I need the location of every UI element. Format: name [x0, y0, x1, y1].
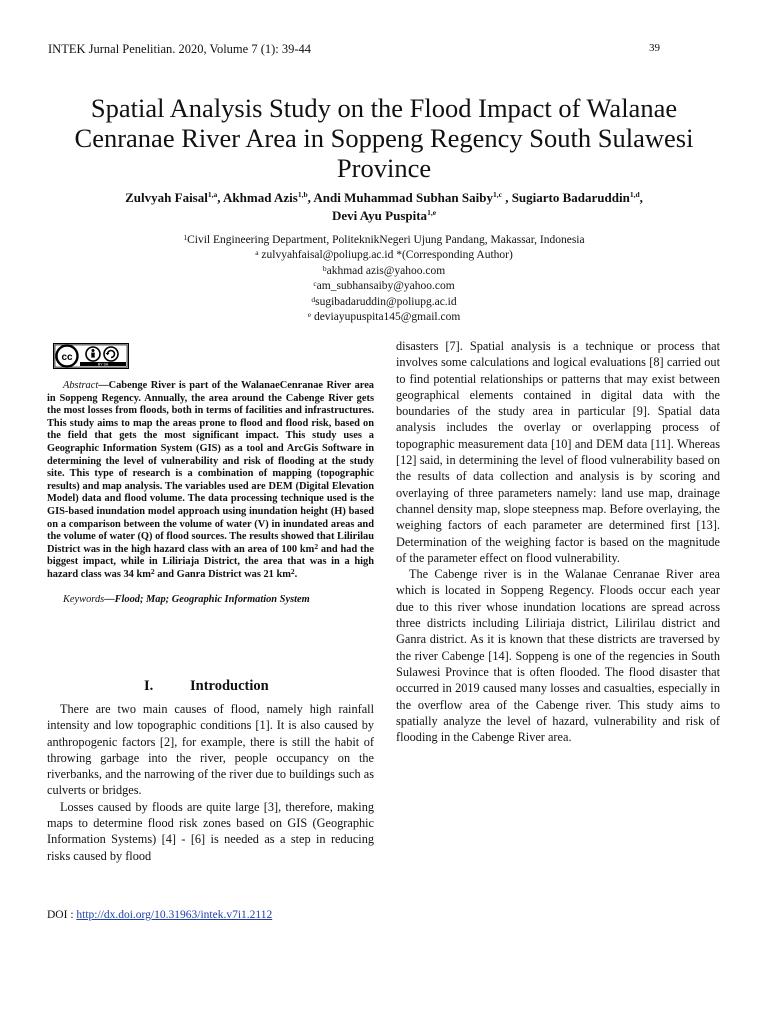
journal-citation: INTEK Jurnal Penelitian. 2020, Volume 7 (1): 39-44 [48, 42, 312, 56]
section-number: I. [144, 678, 154, 694]
paper-title: Spatial Analysis Study on the Flood Impact of Walanae Cenranae River Area in Soppeng Regency South Sulawesi Province [74, 93, 694, 183]
affiliation-line: $^e$ deviayupuspita145@gmail.com [307, 310, 461, 324]
body-right-column [396, 338, 720, 745]
author-list: Zulvyah Faisal$^{1,a}$, Akhmad Azis$^{1,b}$, Andi Muhammad Subhan Saiby$^{1,c}$ , Sugiarto Badaruddin$^{1,d}$, Devi Ayu Puspita$^{1,e}$ [125, 190, 643, 223]
abstract: Abstract—Cabenge River is part of the WalanaeCenranae River area in Soppeng Regency. Annually, the area around the Cabenge River gets the most losses from floods, both in terms of facilities and infrastructures. This study aims to map the areas prone to flood and flood risk, based on the field that gets the most significant impact. This study uses a Geographic Information System (GIS) as a tool and ArcGis Software in determining the level of vulnerability and risk of flooding at the study site. This type of research is a combination of mapping (topographic results) and map analysis. The variables used are DEM (Digital Elevation Model) data and flood volume. The data processing technique used is the GIS-based inundation model approach using inundation height (H) based on a comparison between the volume of water (V) in inundated areas and the volume of water (Q) of flood sources. The results showed that Lilirilau District was in the high hazard class with an area of 100 $km^2$ and had the biggest impact, while in Liliriaja District, the area that was in a high hazard class was 34 $km^2$ and Ganra District was 21 $km^2$. [47, 380, 374, 580]
body-left-column [47, 701, 374, 864]
author-name: Devi Ayu Puspita [331, 208, 428, 223]
author-name: Akhmad Azis [223, 190, 298, 205]
running-header [48, 42, 720, 57]
section-title: Introduction [190, 678, 269, 694]
keywords: Keywords—Flood; Map; Geographic Information System [63, 593, 310, 605]
affiliation-line: $^c$am_subhansaiby@yahoo.com [313, 279, 455, 293]
author-name: Zulvyah Faisal [125, 190, 208, 205]
affiliation-line: $^b$akhmad azis@yahoo.com [322, 263, 446, 277]
doi-link[interactable]: http://dx.doi.org/10.31963/intek.v7i1.2112 [76, 909, 273, 921]
body-paragraph: The Cabenge river is in the Walanae Cenranae River area which is located in Soppeng Regency. Floods occur each year due to this river whose inundation locations are spread across three districts including Liliriaja district, Lilirilau district and Ganra district. As it is known that these districts are traversed by the river Cabenge [14]. Soppeng is one of the regencies in South Sulawesi Province that is often flooded. The flood disaster that occurred in 2019 caused many losses and casualties, especially in the overflow area of the Cabenge river. This study aims to spatially analyze the level of hazard, vulnerability and risk of flooding in the Cabenge River area. [396, 567, 720, 745]
abstract-column [47, 380, 374, 605]
affiliation-line: $^a$ zulvyahfaisal@poliupg.ac.id *(Corresponding Author) [255, 248, 513, 262]
body-paragraph: There are two main causes of flood, namely high rainfall intensity and low topographic conditions [1]. It is also caused by anthropogenic factors [2], for example, there is still the habit of throwing garbage into the river, people occupancy on the riverbanks, and the narrowing of the river due to buildings such as culverts or bridges. [47, 702, 374, 798]
author-name: Sugiarto Badaruddin [511, 190, 630, 205]
doi-footer [47, 909, 272, 921]
doi-label: DOI : [47, 909, 77, 921]
page-number: 39 [649, 42, 660, 54]
affiliation-block [110, 233, 658, 325]
body-paragraph: disasters [7]. Spatial analysis is a technique or process that involves some calculations and logical evaluations [8] carried out to find potential relationships or patterns that may exist between geographical elements contained in digital data with the boundaries of the study area in particular [9]. Spatial data analysis includes the overlay or overlapping process of topographic measurement data [10] and DEM data [11]. Whereas [12] said, in determining the level of flood vulnerability based on the results of data collection and analysis is by scoring and overlaying of three parameters namely: land use map, drainage channel density map, slope steepness map. Before overlaying, the weighing factors of each parameter are determined first [13]. Determination of the weighing factor is based on the magnitude of the parameter effect on flood vulnerability. [396, 339, 720, 565]
svg-text:BY SA: BY SA [97, 362, 109, 367]
svg-text:cc: cc [61, 352, 73, 363]
author-name: Andi Muhammad Subhan Saiby [313, 190, 493, 205]
affiliation-line: $^d$sugibadaruddin@poliupg.ac.id [311, 294, 457, 308]
body-paragraph: Losses caused by floods are quite large [3], therefore, making maps to determine flood risk zones based on GIS (Geographic Information Systems) [4] - [6] is needed as a step in reducing risks caused by flood [47, 799, 374, 863]
affiliation-line: $^1$Civil Engineering Department, PoliteknikNegeri Ujung Pandang, Makassar, Indonesia [183, 233, 585, 246]
creative-commons-by-sa-icon[interactable] [53, 343, 129, 369]
